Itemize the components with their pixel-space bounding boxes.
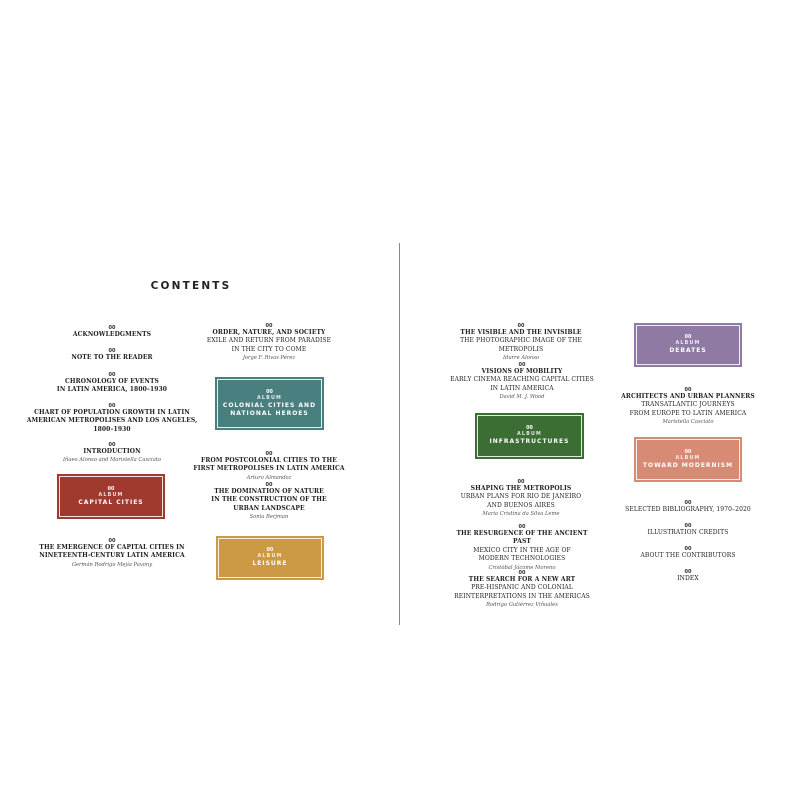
toc-entry-resurgence-ancient-past[interactable] bbox=[450, 524, 594, 572]
entry-subtitle: TRANSATLANTIC JOURNEYS bbox=[641, 401, 735, 409]
page-number: 00 bbox=[265, 482, 273, 488]
album-name: CAPITAL CITIES bbox=[78, 498, 144, 506]
page-title: CONTENTS bbox=[150, 280, 232, 292]
entry-subtitle: ILLUSTRATION CREDITS bbox=[647, 529, 729, 536]
entry-subtitle-line2: IN THE CITY TO COME bbox=[231, 345, 307, 353]
entry-title: ACKNOWLEDGMENTS bbox=[72, 331, 152, 338]
entry-author: Idurre Alonso bbox=[502, 355, 540, 362]
entry-title-line2: NINETEENTH-CENTURY LATIN AMERICA bbox=[39, 552, 185, 560]
entry-subtitle-line2: AND BUENOS AIRES bbox=[487, 501, 555, 509]
entry-subtitle: EXILE AND RETURN FROM PARADISE bbox=[206, 337, 332, 345]
entry-title: THE RESURGENCE OF THE ANCIENT PAST bbox=[456, 530, 588, 546]
entry-subtitle: ABOUT THE CONTRIBUTORS bbox=[640, 552, 736, 559]
page-number: 00 bbox=[265, 451, 273, 457]
entry-title: THE SEARCH FOR A NEW ART bbox=[468, 576, 576, 583]
entry-author: Maristella Casciato bbox=[662, 419, 714, 426]
toc-entry-introduction[interactable] bbox=[40, 442, 184, 465]
entry-author: Maria Cristina da Silva Leme bbox=[482, 511, 560, 518]
entry-title: VISIONS OF MOBILITY bbox=[481, 368, 563, 375]
entry-subtitle: URBAN PLANS FOR RIO DE JANEIRO bbox=[460, 493, 582, 501]
page-number: 00 bbox=[108, 372, 116, 378]
album-toward-modernism[interactable] bbox=[634, 437, 742, 482]
toc-entry-acknowledgments[interactable] bbox=[52, 325, 172, 339]
entry-subtitle: PRE-HISPANIC AND COLONIAL bbox=[471, 584, 573, 592]
album-label: ALBUM bbox=[675, 341, 701, 346]
entry-subtitle-line2: IN LATIN AMERICA bbox=[490, 384, 554, 392]
entry-title: NOTE TO THE READER bbox=[71, 354, 153, 361]
entry-title: SHAPING THE METROPOLIS bbox=[470, 485, 572, 492]
entry-title: THE EMERGENCE OF CAPITAL CITIES IN bbox=[39, 544, 185, 551]
toc-entry-selected-bibliography[interactable] bbox=[618, 500, 758, 514]
entry-author: Sonia Berjman bbox=[249, 514, 289, 521]
album-label: ALBUM bbox=[675, 455, 701, 461]
album-number: 00 bbox=[266, 548, 274, 553]
toc-entry-architects-urban-planners[interactable] bbox=[618, 387, 758, 427]
toc-entry-about-contributors[interactable] bbox=[618, 546, 758, 560]
page-number: 00 bbox=[108, 538, 116, 544]
album-label: ALBUM bbox=[256, 395, 283, 401]
page-number: 00 bbox=[684, 569, 692, 575]
page-number: 00 bbox=[684, 500, 692, 506]
page-number: 00 bbox=[108, 442, 116, 448]
page-number: 00 bbox=[684, 523, 692, 529]
page-number: 00 bbox=[517, 323, 525, 329]
page-number: 00 bbox=[265, 323, 273, 329]
album-capital-cities[interactable] bbox=[57, 474, 165, 519]
album-number: 00 bbox=[266, 389, 273, 395]
toc-entry-index[interactable] bbox=[618, 569, 758, 583]
book-gutter bbox=[399, 243, 400, 625]
album-name: TOWARD MODERNISM bbox=[642, 461, 734, 469]
entry-subtitle: SELECTED BIBLIOGRAPHY, 1970–2020 bbox=[625, 506, 751, 513]
album-label: ALBUM bbox=[257, 554, 283, 559]
album-name: COLONIAL CITIES AND bbox=[222, 401, 317, 409]
entry-subtitle-line2: MODERN TECHNOLOGIES bbox=[478, 555, 566, 563]
album-label: ALBUM bbox=[98, 492, 124, 498]
entry-author: Cristóbal Jácome Moreno bbox=[488, 564, 556, 571]
toc-entry-chronology[interactable] bbox=[42, 372, 182, 395]
entry-title: INTRODUCTION bbox=[83, 448, 141, 455]
album-label: ALBUM bbox=[516, 432, 543, 437]
entry-title: ARCHITECTS AND URBAN PLANNERS bbox=[621, 393, 755, 400]
entry-subtitle: THE PHOTOGRAPHIC IMAGE OF THE METROPOLIS bbox=[460, 337, 582, 353]
entry-title-line2: AMERICAN METROPOLISES AND LOS ANGELES, bbox=[26, 417, 198, 425]
entry-author: Jorge F. Rivas Pérez bbox=[242, 355, 296, 362]
entry-subtitle-line2: REINTERPRETATIONS IN THE AMERICAS bbox=[454, 592, 590, 600]
album-leisure[interactable] bbox=[216, 536, 324, 580]
album-infrastructures[interactable] bbox=[475, 413, 584, 459]
entry-title-line2: IN LATIN AMERICA, 1800–1930 bbox=[56, 386, 168, 394]
entry-title: ORDER, NATURE, AND SOCIETY bbox=[212, 329, 326, 336]
entry-author: David M. J. Wood bbox=[499, 394, 545, 401]
toc-entry-note[interactable] bbox=[52, 348, 172, 362]
entry-title-line2: IN THE CONSTRUCTION OF THE bbox=[211, 496, 327, 504]
album-name: LEISURE bbox=[252, 560, 288, 567]
page-number: 00 bbox=[518, 362, 526, 368]
entry-title-line3: 1800–1930 bbox=[93, 425, 131, 433]
entry-author: Germán Rodrigo Mejía Pavony bbox=[71, 561, 153, 568]
entry-title: CHRONOLOGY OF EVENTS bbox=[65, 378, 159, 385]
toc-entry-visible-invisible[interactable] bbox=[446, 323, 596, 363]
album-number: 00 bbox=[684, 449, 692, 455]
album-name: DEBATES bbox=[669, 347, 707, 354]
toc-entry-domination-of-nature[interactable] bbox=[198, 482, 340, 522]
page-number: 00 bbox=[518, 570, 526, 576]
toc-entry-postcolonial-cities[interactable] bbox=[188, 451, 350, 482]
entry-title: THE VISIBLE AND THE INVISIBLE bbox=[460, 329, 582, 336]
entry-author: Iñaeo Alonso and Maristella Casciato bbox=[62, 457, 162, 464]
toc-entry-population-chart[interactable] bbox=[24, 403, 200, 434]
page-number: 00 bbox=[518, 524, 526, 530]
toc-entry-search-for-new-art[interactable] bbox=[450, 570, 594, 610]
page-number: 00 bbox=[684, 387, 692, 393]
page-number: 00 bbox=[517, 479, 525, 485]
page-number: 00 bbox=[108, 403, 116, 409]
entry-author: Rodrigo Gutiérrez Viñuales bbox=[486, 602, 558, 609]
entry-title-line3: URBAN LANDSCAPE bbox=[233, 504, 305, 512]
entry-subtitle: EARLY CINEMA REACHING CAPITAL CITIES bbox=[450, 376, 594, 384]
album-name-line2: NATIONAL HEROES bbox=[230, 409, 309, 417]
page-number: 00 bbox=[108, 348, 116, 354]
album-number: 00 bbox=[107, 486, 115, 492]
album-colonial-cities[interactable] bbox=[215, 377, 324, 430]
entry-title: CHART OF POPULATION GROWTH IN LATIN bbox=[34, 409, 190, 416]
album-debates[interactable] bbox=[634, 323, 742, 367]
toc-entry-illustration-credits[interactable] bbox=[618, 523, 758, 537]
page-number: 00 bbox=[684, 546, 692, 552]
entry-author: Arturo Almandoz bbox=[246, 474, 292, 481]
toc-entry-order-nature-society[interactable] bbox=[194, 323, 344, 363]
toc-entry-visions-of-mobility[interactable] bbox=[450, 362, 594, 402]
album-name: INFRASTRUCTURES bbox=[489, 438, 570, 445]
entry-subtitle-line2: FROM EUROPE TO LATIN AMERICA bbox=[629, 409, 747, 417]
entry-title-line2: FIRST METROPOLISES IN LATIN AMERICA bbox=[193, 465, 345, 473]
toc-entry-shaping-the-metropolis[interactable] bbox=[456, 479, 586, 519]
entry-subtitle: MEXICO CITY IN THE AGE OF bbox=[473, 546, 571, 554]
entry-subtitle: INDEX bbox=[677, 575, 699, 582]
album-number: 00 bbox=[526, 426, 533, 431]
entry-title: FROM POSTCOLONIAL CITIES TO THE bbox=[201, 457, 337, 464]
album-number: 00 bbox=[684, 335, 692, 340]
toc-entry-capital-cities[interactable] bbox=[32, 538, 192, 569]
page-number: 00 bbox=[108, 325, 116, 331]
entry-title: THE DOMINATION OF NATURE bbox=[214, 488, 324, 495]
